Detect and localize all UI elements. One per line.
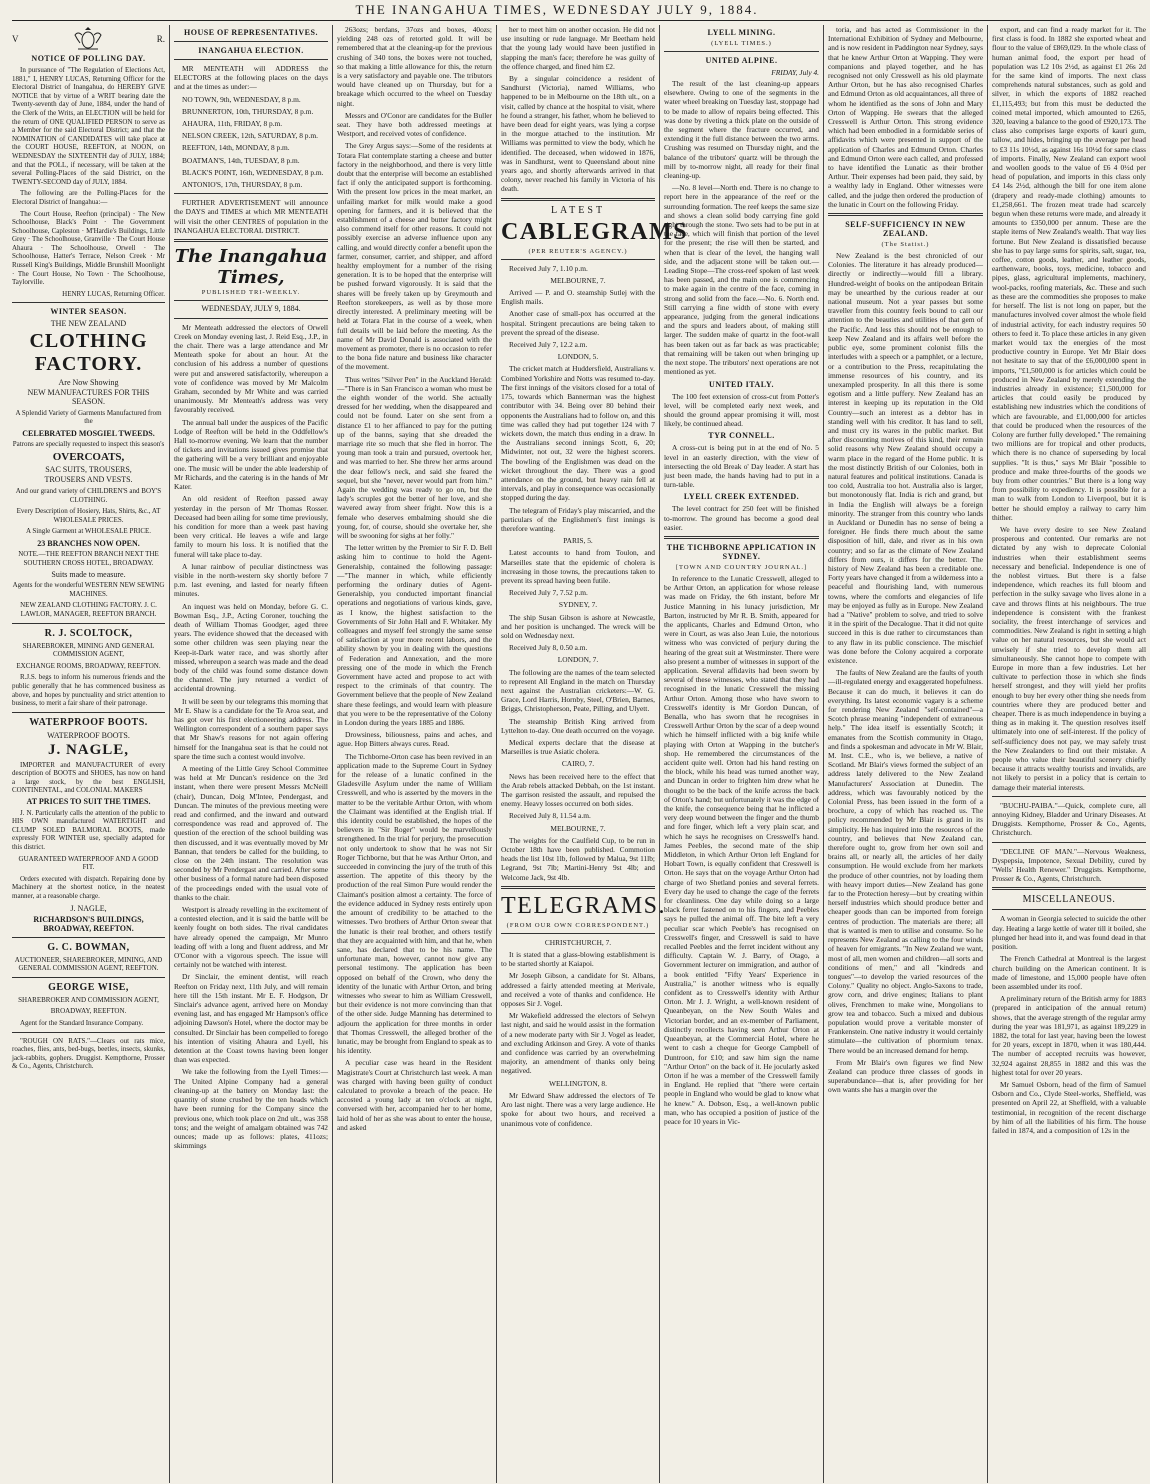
editorial-paragraph: Mr Menteath addressed the electors of Orwell Creek on Monday evening last, J. Reid Esq., J.P., in the chair. There was a large attendance and Mr Menteath spoke for about an hour. At the conclusion of his address a number of questions were put and answered satisfactorily, whereupon a vote of confidence was moved by Mr Malcolm Graham, seconded by Mr White and was carried unanimously. Mr Menteath's address was very favourably received. xyxy=(174,322,328,415)
wise-name: GEORGE WISE, xyxy=(48,981,129,993)
cable-item: MELBOURNE, 7. xyxy=(550,823,606,833)
mining-paragraph: —No. 8 level—North end. There is no change to report here in the appearance of the reef or the surrounding formation. The reef keeps the same size and shows a clean solid body carrying fine gold right through the stone. Two sets had to be put in at the face, which will finish that portion of the level for the present; the rise will then be started, and when that is clear of the level, the hanging wall side, and the adjacent stone will be taken out.—Leading Stope—The cross-reef spoken of last week has been passed, and the main one is commencing to make again in the centre of the face, coming in strong and solid from the face.—No. 6. North end. Still carrying a fine width of stone with every appearance, judging from the general indications and the spurs and leaders about, of making still larger. The sudden make of quartz in the foot-wall has been taken out as far back as was practicable; that remaining will be taken out when bringing up the next stope. The tributors' next operations are not mentioned as yet. xyxy=(664,183,820,377)
alpine-dateline: FRIDAY, July 4. xyxy=(771,68,819,77)
returning-officer-signature: HENRY LUCAS, Returning Officer. xyxy=(62,289,165,298)
own-correspondent-line: (FROM OUR OWN CORRESPONDENT.) xyxy=(506,921,650,929)
cable-item: Medical experts declare that the disease at Marseilles is true Asiatic cholera. xyxy=(501,738,655,757)
divider xyxy=(828,213,983,216)
misc-paragraph: A woman in Georgia selected to suicide the other day. Heating a large kettle of water till it boiled, she plunged her head into it, and was found dead in that position. xyxy=(992,914,1146,952)
meeting-item: AHAURA, 11th, FRIDAY, 8 p.m. xyxy=(182,119,283,129)
essay-paragraph: We have every desire to see New Zealand prosperous and contented. Our remarks are not dictated by any wish to deprecate Colonial industries when their establishment seems necessary and beneficial. Independence is one of the noblest virtues. But there is a false independence, which reaches its full bloom and perfection in the sulky savage who lives alone in a cave and throws flints at his neighbours. The true independence is consistent with the frankest sociality, the freest interchange of services and commodities. New Zealand is right in setting a high value on her natural resources, but she would act unwisely if she tried to develop them all simultaneously. She cannot hope to compete with Europe in more than a few industries. Let her cultivate to perfection those in which she finds herself strongest, and they will yield her profits enough to buy her every other thing she needs from countries where they are produced better and cheaper. There is as much independence in buying a thing as in making it. The question resolves itself ultimately into one of self-interest. If the policy of self-sufficiency does not pay, we may safely trust the New Zealanders to find out their mistake. A people who value their beautiful scenery chiefly because it attracts wealthy tourists and invalids, are not likely to persist in a policy that is certain to damage their material interests. xyxy=(992,524,1146,792)
latest-heading: LATEST xyxy=(550,204,606,216)
overcoats-line: OVERCOATS, xyxy=(52,451,125,464)
telegram-item: Mr Edward Shaw addressed the electors of Te Aro last night. There was a very large audience. He spoke for about two hours, and received a unanimous vote of confidence. xyxy=(501,1090,655,1128)
telegrams-heading: TELEGRAMS. xyxy=(501,892,666,919)
cable-item: LONDON, 7. xyxy=(557,655,599,665)
meeting-item: ANTONIO'S, 17th, THURSDAY, 8 p.m. xyxy=(182,180,303,190)
scoltock-body: R.J.S. begs to inform his numerous friends and the public generally that he has commenced business as above, and hopes by punctuality and strict attention to business, to merit a fair share of their patronage. xyxy=(12,673,165,708)
scoltock-description: SHAREBROKER, MINING AND GENERAL COMMISSION AGENT, xyxy=(22,641,155,659)
divider xyxy=(174,239,328,242)
hosiery-line: Every Description of Hosiery, Hats, Shirts, &c., AT WHOLESALE PRICES. xyxy=(16,507,161,524)
news-paragraph: The letter written by the Premier to Sir F. D. Bell asking him to continue to hold the Agent-Generalship, contained the following passage:—"The manner in which, while efficiently performing the ordinary duties of Agent-Generalship, you conducted important financial operations and negotiations of various kinds, gave, as I know, the highest satisfaction to the Governments of Sir John Hall and F. Whitaker. My colleagues and myself feel strongly the same sense of satisfaction at your more recent labors, and the ability shown by you in dealing with the questions of Federation and Annexation, and the more pressing one of the mode in which the French Government have acted and propose to act with respect to the criminals of that country. The Government believe that the people of New Zealand share these feelings, and would learn with pleasure that you were to be the representative of the Colony in London during the years 1885 and 1886. xyxy=(337,543,492,728)
cable-item: The weights for the Caulfield Cup, to be run in October 18th have been published. Commotion heads the list 10st 1lb, followed by Malua, 9st 11lb; Legrand, 9st 7lb; Martini-Henry 9st 4lb; and Welcome Jack, 9st 4lb. xyxy=(501,835,655,882)
mining-paragraph: The result of the last cleaning-up appears elsewhere. Owing to one of the segments in the water wheel breaking on Tuesday last, stoppage had to be made to allow of repairs being effected. This was done by riveting a thick plate on the outside of the segment where the fracture occurred, and extending it the full distance between the two arms. Crushing was resumed on Thursday night, and the balance of the tributors' quartz will be through the mill by to-morrow night, all ready for their final cleaning-up. xyxy=(664,79,819,181)
cable-item: Arrived — P. and O. steamship Sutlej with the English mails. xyxy=(501,288,655,307)
editorial-paragraph: Westport is already revelling in the excitement of a contested election, and it is said the battle will be keenly fought on both sides. The rival candidates have already opened the campaign, Mr Munro leading off with a long and fluent address, and Mr O'Conor with a vigorous speech. The issue will certainly not be watched with interest. xyxy=(174,905,328,970)
cable-item: CAIRO, 7. xyxy=(561,759,595,769)
news-paragraph: By a singular coincidence a resident of Sandhurst (Victoria), named Williams, who happened to be in Melbourne on the 18th ult., on a visit, called by chance at the hospital to visit, where he found a stranger, his father, whom he believed to have been dead for eight years, was lying a corpse in the morgue attached to the institution. Mr Williams was permitted to view the body, which he identified. The deceased, when widowed in 1876, was in Sandhurst, went to Queensland about nine years ago, and shortly afterwards arrived in that colony, never reached his family in Victoria of his death. xyxy=(501,74,655,194)
royal-coat-of-arms-icon xyxy=(72,27,104,51)
essay-paragraph: New Zealand is the best chronicled of our Colonies. The literature it has already produced—directly or indirectly—would fill a library. Hundred-weight of books on the antipodean Britain may be unearthed by the curious reader at our national museum. Not a year passes but some traveller from this country feels bound to call our attention to the beauties and utilities of that gem of the Pacific. And less this should not be enough to keep New Zealand and its affairs well before the public eye, some prominent colonist fills the interludes with a speech or a pamphlet, or a lecture, or a contribution to the Press, recapitulating the immense resources of his country, and its unexampled prosperity. In all this there is some egotism and a little puffery. New Zealand has an interest in keeping up its reputation in the Old Country—such an interest as a debtor has in standing well with his creditor. It has land to sell, and must cry its wares in the public market. But after discounting motives of this kind, their remain solid reasons why New Zealand should occupy a warm place in the regard of the Home public. It is the most distinctly British of our Colonies, both in natural features and political institutions. Canada is too cold, Australia too hot. Australia also is larger, but monotonously flat. India is rich and grand, but in India the English will always be a foreign minority. The stranger from this country who lands in Auckland or Dunedin has no sense of being a foreigner. He finds there much about the same disposition of hill, dale, and river as in his own country; and so far as the climate of New Zealand differs from ours, it differs for the better. The history of New Zealand has been a creditable one. Forty years have changed it from a wilderness into a peaceful and flourishing land, with numerous towns, where the comforts and elegancies of life may be enjoyed as fully as in Europe. New Zealand had a "Native" problem to solve, and tried to solve it in the spirit of the Decalogue. That it did not quite succeed in this is due rather to circumstances than to any flaw in its public conscience. The mischief was done before the Colony acquired a corporate existence. xyxy=(828,251,983,665)
editorial-paragraph: A lunar rainbow of peculiar distinctness was visible in the north-western sky shortly before 7 p.m. last evening, and lasted for nearly fifteen minutes. xyxy=(174,561,328,599)
meeting-list xyxy=(174,95,328,190)
house-heading: HOUSE OF REPRESENTATIVES. xyxy=(184,28,318,37)
cable-item: Another case of small-pox has occurred at the hospital. Stringent precautions are being taken to prevent the spread of the disease. xyxy=(501,309,655,337)
lyell-mining-heading: LYELL MINING. xyxy=(707,28,776,37)
united-italy-heading: UNITED ITALY. xyxy=(709,379,774,389)
sewing-machines-line: Agents for the wonderful WESTERN NEW SEWING MACHINES. xyxy=(12,581,165,598)
childrens-clothing-line: And our grand variety of CHILDREN'S and BOY'S CLOTHING. xyxy=(15,487,162,504)
misc-paragraph: The French Cathedral at Montreal is the largest church building on the American continent. It is made of limestone, and 15,000 people have often been assembled under its roof. xyxy=(992,954,1146,991)
editorial-paragraph: A meeting of the Little Grey School Committee was held at Mr Duncan's residence on the 3rd instant, when there were present Messrs McNeill (chair), Duncan, Doig M'Intee, Pendergast, and Duncan. The minutes of the previous meeting were read and confirmed, and the inward and outward correspondence was read and approved of. The question of the erection of the school building was then discussed, and it was eventually moved by Mr Bannan, that tenders be called for the building, to close on the 24th instant. The resolution was seconded by Mr Pendergast and carried. After some other business of a formal nature had been disposed of the proceedings ended with the usual vote of thanks to the chair. xyxy=(174,763,328,902)
single-garment-line: A Single Garment at WHOLESALE PRICE. xyxy=(25,527,152,536)
wise-agent: Agent for the Standard Insurance Company. xyxy=(20,1018,144,1027)
nz-heading: THE NEW ZEALAND xyxy=(50,319,127,329)
column-6 xyxy=(824,25,988,1483)
richardson-buildings: RICHARDSON'S BUILDINGS, BROADWAY, REEFTON. xyxy=(33,914,144,933)
divider xyxy=(992,796,1146,797)
meeting-item: BLACK'S POINT, 16th, WEDNESDAY, 8 p.m. xyxy=(182,167,324,177)
novelties-line: NEW MANUFACTURES FOR THIS SEASON. xyxy=(27,388,150,407)
waterproof-boots-subheading: WATERPROOF BOOTS. xyxy=(47,730,130,740)
news-paragraph: Drowsiness, biliousness, pains and aches, and ague. Hop Bitters always cures. Read. xyxy=(337,730,492,749)
divider xyxy=(12,302,165,303)
bowman-description: AUCTIONEER, SHAREBROKER, MINING, AND GENERAL COMMISSION AGENT, REEFTON. xyxy=(14,955,163,973)
meeting-item: REEFTON, 14th, MONDAY, 8 p.m. xyxy=(182,143,290,153)
column-2 xyxy=(170,25,333,1483)
splendid-variety-line: A Splendid Variety of Garments Manufactured from the xyxy=(15,408,162,426)
divider xyxy=(12,1032,165,1033)
statist-source: (The Statist.) xyxy=(881,241,930,249)
wise-address: BROADWAY, REEFTON. xyxy=(50,1007,127,1016)
divider xyxy=(174,41,328,42)
meeting-item: BRUNNERTON, 10th, THURSDAY, 8 p.m. xyxy=(182,106,314,116)
tichborne-heading: THE TICHBORNE APPLICATION IN SYDNEY. xyxy=(666,542,817,561)
column-7 xyxy=(988,25,1150,1483)
lyell-times-source: (LYELL TIMES.) xyxy=(711,40,772,47)
rough-on-rats-ad: "ROUGH ON RATS."—Clears out rats mice, roaches, flies, ants, bed-bugs, beetles, insects, skunks, jack-rabbits, gophers. Druggist. Kempthorne, Prosser & Co., Agents, Christchurch. xyxy=(12,1036,165,1071)
cable-item: Latest accounts to hand from Toulon, and Marseilles state that the epidemic of cholera is increasing in those towns, the precautions taken to prevent its spread having been futile. xyxy=(501,548,655,585)
telegram-item: WELLINGTON, 8. xyxy=(549,1078,607,1088)
divider xyxy=(174,318,328,319)
election-heading: INANGAHUA ELECTION. xyxy=(198,46,304,55)
essay-paragraph: From Mr Blair's own figures we find New Zealand can produce three classes of goods in superabundance—that is, after providing for her own wants she has a margin over the xyxy=(828,1057,983,1095)
news-paragraph: The Tichborne-Orton case has been revived in an application made to the Supreme Court in Sydney for the release of a lunatic confined in the Gladesville Asylum under the name of William Cresswell, and who is asserted by the movers in the matter to be the veritable Arthur Orton, with whom the Claimant was identified at the English trial. If this identity could be established, the hopes of the believers in "Sir Roger" would be marvellously strengthened. In the trial for perjury, the prosecution not only undertook to show that he was not Sir Roger Tichborne, but that he was Arthur Orton, and succeeded in convincing the jury of the truth of this assertion. The appetite of this theory by the production of the real Simon Pure would render the Claimant's position almost a certainty. The force of the evidence adduced in Sydney rests entirely upon the amount of credibility to be attached to the witnesses. Two brothers of Arthur Orton swear that the lunatic is their real brother, and others testify that they are acquainted with him, and that he, when sane, has declared that to be his name. The unfortunate man, however, cannot now give any personal testimony. The application has been opposed on behalf of the Crown, who deny the identity of the lunatic with Arthur Orton, and bring witnesses who swear to him as William Cresswell, but their evidence is not more convincing than that of the other side. Judge Manning has determined to adjourn the application for three months in order that Thomas Cresswell, the alleged brother of the lunatic, may be brought from England to speak as to his identity. xyxy=(337,751,492,1056)
columns xyxy=(8,25,1146,1483)
cable-item: The steamship British King arrived from Lyttelton to-day. One death occurred on the voyage. xyxy=(501,716,655,735)
prices-line: AT PRICES TO SUIT THE TIMES. xyxy=(26,797,151,807)
lyell-creek-heading: LYELL CREEK EXTENDED. xyxy=(683,492,800,502)
divider xyxy=(992,842,1146,843)
polling-notice-body: In pursuance of "The Regulation of Elections Act, 1881," I, HENRY LUCAS, Returning Officer for the Electoral District of Inangahua, do HEREBY GIVE NOTICE that by virtue of a WRIT bearing date the Twenty-seventh day of June, 1884, under the hand of the Clerk of the Writs, an ELECTION will be held for the return of ONE QUALIFIED PERSON to serve as a Member for the said Electoral District; and that the NOMINATION of CANDIDATES will take place at the COURT HOUSE, REEFTON, at NOON, on WEDNESDAY the SIXTEENTH day of JULY, 1884; and that the POLL, if necessary, will be taken at the several Polling-Places of the said District, on the TWENTY-SECOND day of JULY, 1884. xyxy=(12,66,165,186)
cable-item: MELBOURNE, 7. xyxy=(550,275,606,285)
divider xyxy=(664,536,819,539)
factory-manager-line: NEW ZEALAND CLOTHING FACTORY. J. C. LAWLOR, MANAGER, REEFTON BRANCH. xyxy=(20,601,157,618)
editorial-paragraph: We take the following from the Lyell Times:—The United Alpine Company had a general cleaning-up at the battery on Monday last: the quantity of stone crushed by the ten heads which have been running for the Company since the previous one, which took place on 2nd ult., was 358 tons; and the weight of amalgam obtained was 742 ounces; made up as follows: plates, 411ozs; skimmings xyxy=(174,1067,328,1151)
misc-paragraph: A preliminary return of the British army for 1883 (prepared in anticipation of the annual return) shows, that the average strength of the regular army during the year was 181,971, as against 189,229 in 1882, the total for last year, having been the lowest for 20 years, except in 1870, when it was 180,444. The number of accepted recruits was however, 32,924 against 28,855 in 1882 and this was the highest total for over 20 years. xyxy=(992,994,1146,1077)
tichborne-continued: toria, and has acted as Commissioner in the International Exhibition of Sydney and Melbourne, and is now resident in Paddington near Sydney, says that he knew Arthur Orton at Wapping. They were companions and played together, and he has recognised not only Cresswell as his old playmate Arthur Orton, but he has also recognised Charles and Edmund Orton as old acquaintances, all three of whom he identified as the sons of John and Mary Orton of Wapping. He swears that the alleged Cresswell is Arthur Orton. This strong evidence which had been embodied in a formidable series of affidavits which were presented in support of the application of Charles and Edmund Orton. Charles and Edmund Orton were each called, and professed to have identified the Lunatic as their brother Arthur. Their expenses had been paid, they said, by a wealthy lady in England. Other witnesses were called, and the judge then ordered the production of the lunatic in Court on the following Friday. xyxy=(828,25,983,209)
crest-left-letter: V xyxy=(12,34,19,44)
cablegrams-heading: CABLEGRAMS xyxy=(501,218,689,245)
divider xyxy=(12,623,165,624)
nagle-body: IMPORTER and MANUFACTURER of every description of BOOTS and SHOES, has now on hand a large stock, by the best ENGLISH, CONTINENTAL, and COLONIAL MAKERS xyxy=(12,760,165,795)
clothing-factory-heading: CLOTHING FACTORY. xyxy=(29,330,148,376)
column-5 xyxy=(660,25,824,1483)
meeting-item: NO TOWN, 9th, WEDNESDAY, 8 p.m. xyxy=(182,94,301,104)
orders-line: Orders executed with dispatch. Repairing done by Machinery at the shortest notice, in the neatest manner, at a reasonable charge. xyxy=(12,874,165,900)
waterproof-boots-heading: WATERPROOF BOOTS. xyxy=(29,716,148,728)
divider xyxy=(12,977,165,978)
divider xyxy=(174,193,328,194)
mining-paragraph: The 100 feet extension of cross-cut from Potter's level, will be completed early next week, and should the ground appear promising it will, most likely, be continued ahead. xyxy=(664,391,819,429)
news-paragraph: her to meet him on another occasion. He did not use insulting or rude language. Mr Beetham held that the young lady would have been justified in slapping the man's face; therefore he was guilty of the offence charged, and fined him £2. xyxy=(501,25,655,71)
vests-line: TROUSERS AND VESTS. xyxy=(44,475,133,485)
cable-item: Received July 8, 11.54 a.m. xyxy=(509,811,591,821)
telegram-item: CHRISTCHURCH, 7. xyxy=(544,937,612,947)
cable-item: LONDON, 5. xyxy=(557,352,599,362)
editorial-paragraph: An inquest was held on Monday, before G. C. Bowman Esq., J.P., Acting Coroner, touching the death of William Thomas Goodger, aged three years. The evidence showed that the deceased with some other children was seen playing near the Keep-it-Dark water race, and was shortly after missed, whereupon a search was made and the dead body of the child was found some distance down the channel. The jury returned a verdict of accidental drowning. xyxy=(174,601,328,694)
cable-item: News has been received here to the effect that the Arab rebels attacked Debbah, on the 1st instant. The garrison resisted the assault, and repulsed the enemy. Heavy losses occurred on both sides. xyxy=(501,771,655,809)
reefton-branch-note: NOTE.—THE REEFTON BRANCH NEXT THE SOUTHERN CROSS HOTEL, BROADWAY. xyxy=(18,549,159,567)
now-showing-line: Are Now Showing xyxy=(58,378,119,388)
winter-season-heading: WINTER SEASON. xyxy=(50,307,127,317)
tyr-connell-heading: TYR CONNELL. xyxy=(708,431,775,441)
suits-line: SAC SUITS, TROUSERS, xyxy=(45,465,132,475)
nagle-name: J. NAGLE, xyxy=(47,741,130,758)
cable-item: Received July 7, 12.2 a.m. xyxy=(509,340,588,350)
masthead-title: THE INANGAHUA TIMES, WEDNESDAY JULY 9, 1884. xyxy=(355,2,759,17)
mining-paragraph: A cross-cut is being put in at the end of No. 5 level in an easterly direction, with the view of intersecting the old Break o' Day leader. A start has just been made, the hands having had to put in a turn-table. xyxy=(664,443,819,490)
editorial-paragraph: An old resident of Reefton passed away yesterday in the person of Mr Thomas Rosser. Deceased had been ailing for some time previously, his condition for more than a week past having been very critical. He leaves a wife and large family to mourn his loss. It is notified that the funeral will take place to-day. xyxy=(174,494,328,559)
scoltock-name: R. J. SCOLTOCK, xyxy=(44,627,133,639)
meeting-item: NELSON CREEK, 12th, SATURDAY, 8 p.m. xyxy=(182,131,318,141)
cable-item: The ship Susan Gibson is ashore at Newcastle, and her position is unchanged. The wreck will be sold on Wednesday next. xyxy=(501,612,655,640)
polling-places-intro: The following are the Polling-Places for the Electoral District of Inangahua:— xyxy=(12,189,165,206)
crest-right-letter: R. xyxy=(156,34,165,44)
cable-item: PARIS, 5. xyxy=(563,536,593,546)
bowman-name: G. C. BOWMAN, xyxy=(47,941,130,953)
telegram-item: It is stated that a glass-blowing establishment is to be started shortly at Kaiapoi. xyxy=(501,950,655,969)
column-1 xyxy=(8,25,170,1483)
polling-places-list: The Court House, Reefton (principal) · The New Schoolhouse, Black's Point · The Government Schoolhouse, Capleston · M'Hardie's Buildings, Little Grey · The Schoolhouse, Granville · The Court House Ahaura · The Schoolhouse, Orwell · The Schoolhouse, Hatter's Terrace, Nelson Creek · Mr Russell King's Buildings, Middle Brunshill Moonlight · The Court House, No Town · The Schoolhouse, Taylorville. xyxy=(12,209,165,287)
divider xyxy=(12,712,165,713)
scoltock-address: EXCHANGE ROOMS, BROADWAY, REEFTON. xyxy=(16,661,161,670)
polling-notice-heading: NOTICE OF POLLING DAY. xyxy=(31,54,146,63)
divider xyxy=(501,259,655,260)
cable-item: SYDNEY, 7. xyxy=(558,600,598,610)
cable-item: The following are the names of the team selected to represent All England in the match on Thursday next against the Australian cricketers:—W. G. Grace, Lord Harris, Hornby, Steel, O'Brien, Barnes, Briggs, Christopherson, Peate, Pilling, and Ulyett. xyxy=(501,667,655,714)
meeting-item: BOATMAN'S, 14th, TUESDAY, 8 p.m. xyxy=(182,155,300,165)
united-alpine-heading: UNITED ALPINE. xyxy=(705,56,778,65)
divider xyxy=(501,198,655,201)
divider xyxy=(664,51,819,52)
essay-paragraph: The faults of New Zealand are the faults of youth—ill-regulated energy and exaggerated hopefulness. Because it can do much, it believes it can do everything. Its latest economic vagary is a scheme for rendering New Zealand "self-contained"—a Scotch phrase meaning "independent of extraneous help." The idea itself is essentially Scotch; it emanates from the Scottish community in Otago, and finds a spokesman and advocate in Mr W. Blair, M. Inst. C.E., who is, we believe, a native of Scotland. Mr Blair's views formed the subject of an address lately delivered to the New Zealand Manufacturers' Association at Dunedin. The address, which was favourably noticed by the Colonial Press, has been issued in the form of a brochure, a copy of which has reached us. The policy recommended by Mr Blair is grand in its simplicity. He has inquired into the resources of the country, and believes that New Zealand can, therefore ought to, grow from her own soil and brains all, or nearly all, the articles of her daily consumption. He would exclude from her markets the produce of other countries, not by loading them with heavy import duties—New Zealand has gone far to the Protection heresy—but by creating within herself industries which should produce better and cheaper goods than can be imported from foreign centres of production. The materials are there; all that is wanted is men to utilise and consume. So he represents New Zealand as calling to the four winds of heaven for emigrants. "In New Zealand we want, most of all, men women and children—all sorts and conditions of men," and all "kindreds and tongues"—to develop the varied resources of the Colony." Quality no object. Anglo-Saxons to trade, grow corn, and drive engines; Italians to plant olives, Frenchmen to make wine, Mongolians to grow tea and tobacco. Such a mixed and dubious population would prove a veritable monster of Frankenstein. One native industry it would certainly stimulate—the cultivation of phormium tenax. There would be an increased demand for hemp. xyxy=(828,668,983,1055)
cable-item: Received July 7, 7.52 p.m. xyxy=(509,588,588,598)
buchu-paiba-ad: "BUCHU-PAIBA."—Quick, complete cure, all annoying Kidney, Bladder and Urinary Diseases. At Druggists. Kempthorne, Prosser & Co., Agents, Christchurch. xyxy=(992,800,1146,838)
telegram-item: Mr Joseph Gibson, a candidate for St. Albans, addressed a fairly attended meeting at Merivale, and received a vote of thanks and confidence. He opposes Sir J. Vogel. xyxy=(501,971,655,1009)
nagle-name-2: J. NAGLE, xyxy=(70,903,107,913)
divider xyxy=(174,59,328,60)
telegram-item: Mr Wakefield addressed the electors of Selwyn last night, and said he would assist in the formation of a new moderate party with Sir J. Vogel as leader, and excluding Atkinson and Grey. A vote of thanks and confidence was carried by an overwhelming majority, an amendment of thanks only being negatived. xyxy=(501,1011,655,1076)
tichborne-source: [TOWN AND COUNTRY JOURNAL.] xyxy=(675,563,808,571)
divider xyxy=(12,937,165,938)
divider xyxy=(992,909,1146,910)
royal-crest xyxy=(12,27,165,51)
mining-paragraph: The level contract for 250 feet will be finished to-morrow. The ground has become a good deal easier. xyxy=(664,504,819,532)
made-to-measure-line: Suits made to measure. xyxy=(51,570,126,580)
issue-date: WEDNESDAY, JULY 9, 1884. xyxy=(201,304,301,314)
self-sufficiency-heading: SELF-SUFFICIENCY IN NEW ZEALAND. xyxy=(845,220,966,239)
column-3 xyxy=(333,25,497,1483)
further-advertisement: FURTHER ADVERTISEMENT will announce the DAYS and TIMES at which MR MENTEATH will visit the other CENTRES of population in the INANGAHUA ELECTORAL DISTRICT. xyxy=(174,198,328,235)
editorial-paragraph: Dr Sinclair, the eminent dentist, will reach Reefton on Friday next, 11th July, and will remain here till the 15th instant. Mr E. F. Hodgson, Dr Sinclair's advance agent, arrived here on Monday evening last, and has engaged Mr Hampson's office adjoining Dawson's Hotel, where the doctor may be consulted. Dr Sinclair has been compelled to forego his intention of visiting Ahaura and Lyell, his detention at the Coast towns having been longer than was expected. xyxy=(174,972,328,1065)
divider xyxy=(992,887,1146,890)
guaranteed-line: GUARANTEED WATERPROOF AND A GOOD FIT. xyxy=(18,854,159,872)
news-paragraph: The Grey Argus says:—Some of the residents at Totara Flat contemplate starting a cheese and butter factory in the neighborhood, and there is very little doubt that the enterprise will become an established fact if only the anticipated support is forthcoming. With the present low prices in the meat market, an unfailing market for milk would make a good opening for farmers, and it is believed that the establishment of a cheese and butter factory might also commend itself for other reasons. It could not possibly exercise an adverse influence upon any calling, and would directly confer a benefit upon the farmer, consumer, carrier, and shipper, and afford healthy employment for a number of the rising generation. It is to be hoped that the enterprise will be pushed forward vigorously. It is said that the shares will be freely taken up by Greymouth and Reefton storekeepers, as well as by those more directly interested. A preliminary meeting will be held at Totara Flat in the course of a week, when full details will be laid before the meeting. As the name of Mr David Donald is associated with the movement as promoter, there is no occasion to refer to the bona fide nature and business like character of the movement. xyxy=(337,141,492,372)
news-paragraph: A peculiar case was heard in the Resident Magistrate's Court at Christchurch last week. A man was charged with having been guilty of conduct calculated to provoke a breach of the peace. He accosted a young lady at ten o'clock at night, conversed with her, accompanied her to her home, laid hold of her as she was about to enter the house, and asked xyxy=(337,1058,492,1132)
masthead xyxy=(12,0,1102,21)
divider xyxy=(501,886,655,889)
cable-item: The cricket match at Huddersfield, Australians v. Combined Yorkshire and Notts was resumed to-day. The first innings of the visitors closed for a total of 175, towards which Bannerman was the highest contributor with 34. Being over 80 behind their opponents the Australians had to follow on, and this time was called they had put together 124 with 7 wickets down, the match thus ending in a draw. In the Australians second innings Scott, 6, 20; Midwinter, not out, 32 were the highest scorers. The bowling of the Englishmen was dead on the wicket throughout the day. There was a good attendance on the ground, but heavy rain fell at intervals, and play in consequence was occasionally stopped during the day. xyxy=(501,364,655,503)
column-4 xyxy=(497,25,689,1483)
cable-item: Received July 8, 0.50 a.m. xyxy=(509,643,588,653)
editorial-paragraph: The annual ball under the auspices of the Pacific Lodge of Reefton will be held in the Oddfellow's Hall to-morrow evening. We learn that the number of tickets and invitations issued gives promise that the gathering will be a very brilliant and enjoyable one. The music will be under the able leadership of Mr Richards, and the catering is in the hands of Mr Kater. xyxy=(174,417,328,492)
nagle-body-2: J. N. Particularly calls the attention of the public to HIS OWN manufactured WATERTIGHT and CLUMP SOLED BALMORAL BOOTS, made expressly FOR WINTER use, specially adapted for this district. xyxy=(12,808,165,852)
mosgiel-tweeds-line: CELEBRATED MOSGIEL TWEEDS. xyxy=(22,428,155,438)
reuter-line: (PER REUTER'S AGENCY.) xyxy=(528,247,628,255)
tichborne-paragraph: In reference to the Lunatic Cresswell, alleged to be Arthur Orton, an application for whose release was made on Friday, the 6th instant, before Mr Justice Manning in his lunacy jurisdiction, Mr Barton, instructed by Mr R. B. Smith, appeared for the applicants, Charles and Edmund Orton, who were in Court, as was also Jean Luie, the notorious witness who was convicted of perjury during the hearing of the great suit at Westminster. There were also present a number of witnesses in support of the application. Several affidavits had been sworn by several of these witnesses, who stated that they had recognised in the lunatic Cresswell the missing Arthur Orton. Among those who have sworn to Cresswell's identity is Mr Gordon Duncan, of Benalla, who has sworn that he recognises in Cresswell Arthur Orton by the scar of a deep wound which he himself inflicted with a big knife while playing with Orton at Wapping in the butcher's shop. He remembered the circumstances of the accident quite well. Orton had his hand resting on the block, while his head was turned another way, and Duncan in order to frighten him drew what he thought to be the back of the knife across the back of Orton's hand; but unfortunately it was the edge of the knife, the consequence being that he inflicted a very deep wound between the finger and the thumb and fore finger, which left a very plain scar, and which he says he recognises on Cresswell's hand. James Peebles, the second mate of the ship Middleton, in which Arthur Orton left England for Hobart Town, is equally confident that Cresswell is Orton. He says that on the voyage Arthur Orton had charge of two Shetland ponies and several ferrets. Every day he used to change the cage of the ferrets for cleanliness. One day while doing so a large black ferret fastened on to his fingers, and Peebles says he pulled the animal off. The bite left a very peculiar scar which Peeble's has recognised on Cresswell's finger, and Cresswell is said to have recalled Peebles and the ferret incident without any difficulty. Captain W. J. Barry, of Otago, a Government lecturer on immigration, and author of a book entitled "Fifty Years' Experience in Australia," is another witness who is equally confident as to Cresswell's identity with Arthur Orton. Mr J. J. Wright, a well-known resident of Queanbeyan, on the New South Wales and Victorian border, and an ex-member of Parliament, distinctly recollects having seen Arthur Orton at Queanbeyan, at the Commercial Hotel, where he went to cash a cheque for George Campbell of Duntroon, for £10; and saw him sign the name "Arthur Orton" on the back of it. He jocularly asked Orton if he was a member of the Cresswell family in England. He replied that "there were certain people in England who would be glad to know what he knew." A. Dobson, Esq., a well-known public man, who has occupied a position of justice of the peace for 10 years in Vic- xyxy=(664,573,819,1126)
miscellaneous-heading: MISCELLANEOUS. xyxy=(1022,894,1116,906)
wise-description: SHAREBROKER AND COMMISSION AGENT, xyxy=(18,995,159,1004)
essay-paragraph: export, and can find a ready market for it. The first class is food. In 1882 she exported wheat and flour to the value of £869,029. In the whole class of human animal food, the export per head of population was L2 10s 2½d, as against £1 26s 2d for the same kind of imports. The next class comprehends natural substances, such as gold and silver, in which the exports of 1882 reached £1,115,493; but from this must be deducted the coined metal imported, which amounted to £265, 320, leaving a balance to the good of £920,173. The class also comprises large exports of kauri gum, tallow, and hides, bringing up the average per head to £3 11s 10½d, as against 16s 10½d for same class of imports. Finally, New Zealand can export wool and woollen goods to the value of £6 4 0½d per head of population, and imports in this class only £4 14s 2½d, although the bill for one item alone (drapery and ready-made clothing) amounts to £1,258,661. The frozen meat trade had scarcely begun when these returns were made, and already it amounts to £350,000 per annum. These are the staple items of New Zealand's wealth. That way lies fortune. But New Zealand is dissatisfied because she has to pay large sums for spirits, salt, sugar, tea, coffee, cotton goods, leather, and leather goods, earthenware, books, toys, medicine, tobacco and pipes, glass, agricultural implements, machinery, wool-packs, roofing materials, &c. These and such as these are the commodities she proposes to make for herself. The list is not long on paper, but the manufactures involved cover almost the whole field of industrial activity, for each industry requires 50 others to feed it. To place these articles in any given market would tax the energies of the most productive country in Europe. Yet Mr Blair does not hesitate to say that of the £6,000,000 spent in imports, "£1,500,000 is for articles which could be produced in New Zealand by merely extending the industries already in existence; £1,500,000 for articles that could easily be produced by establishing new industries which the conditions of which are favourable, and £1,000,000 for articles that could be produced when the resources of the Colony are further fully developed." The remaining two millions are for tropical and other products, which there is no chance of superseding by local supplies. "It is thus," says Mr Blair "possible to produce and make three-fourths of the goods we buy from other countries." But there is a long way from possibility to expediency. It is possible for a man to walk from London to Liverpool, but it is better he should employ a railway to carry him thither. xyxy=(992,25,1146,522)
cable-item: The telegram of Friday's play miscarried, and the particulars of the Englishmen's first innings is therefore wanting. xyxy=(501,505,655,533)
decline-of-man-ad: "DECLINE OF MAN."—Nervous Weakness, Dyspepsia, Impotence, Sexual Debility, cured by "Wells' Health Renewer." Druggists. Kempthorne, Prosser & Co., Agents, Christchurch. xyxy=(992,846,1146,884)
editorial-paragraph: It will be seen by our telegrams this morning that Mr E. Shaw is a candidate for the Te Aroa seat, and has got over his first electioneering address. The Wellington correspondent of a southern paper says that Mr Shaw's reasons for not again offering himself for the Inangahua seat is that he could not spare the time such a contest would involve. xyxy=(174,696,328,761)
misc-paragraph: Mr Samuel Osborn, head of the firm of Samuel Osborn and Co., Clyde Steel-works, Sheffield, was presented on April 22, at Sheffield, with a valuable testimonial, in recognition of the recent discharge by him of all the liabilities of his firm. The house failed in 1874, and a composition of 12s in the xyxy=(992,1079,1146,1135)
menteath-notice: MR MENTEATH will ADDRESS the ELECTORS at the following places on the days and at the times as under:— xyxy=(174,64,328,92)
branches-line: 23 BRANCHES NOW OPEN. xyxy=(37,538,140,548)
patrons-line: Patrons are specially requested to inspect this season's xyxy=(12,439,165,448)
divider xyxy=(174,300,328,301)
news-paragraph: Thus writes "Silver Pen" in the Auckland Herald:—"There is in San Francisco a woman who must be the eighth wonder of the world. She actually dressed for her wedding, when the disappeared and could not be found. Later on she sent from a distance £1 to her affianced to pay for the putting up of the banns, saying that she dreaded the marriage rite so much that she fled in horror. The young man took a train and pursued, overtook her, and was married to her. She threw her arms around the dear fellow's neck, and said she feared the sequel, but she "never, never would part from him." Again the wedding was ready to go on, but the lady's scruples got the better of her love, and she wavered away from sheer fright. Now this is a female who deserves embalming should she die young, for, of course, should she overtake her, she will be swooning for sighs at her folly." xyxy=(337,374,492,540)
divider xyxy=(501,933,655,934)
paper-title: The Inangahua Times, xyxy=(174,246,328,289)
published-line: PUBLISHED TRI-WEEKLY. xyxy=(201,289,301,297)
news-paragraph: 263ozs; berdans, 37ozs and boxes, 40ozs; yielding 248 ozs of retorted gold. It will be remembered that at the cleaning-up for the previous crushing of 340 tons, the boxes were not touched, so that making a little allowance for this, the return is a very satisfactory and payable one. The tributors would have cleaned up on Thursday, but for a breakage which occurred to the wheel on Tuesday night. xyxy=(337,25,492,108)
cable-item: Received July 7, 1.10 p.m. xyxy=(509,263,588,273)
news-paragraph: Messrs and O'Conor are candidates for the Buller seat. They have both addressed meetings at Westport, and received votes of confidence. xyxy=(337,110,492,139)
